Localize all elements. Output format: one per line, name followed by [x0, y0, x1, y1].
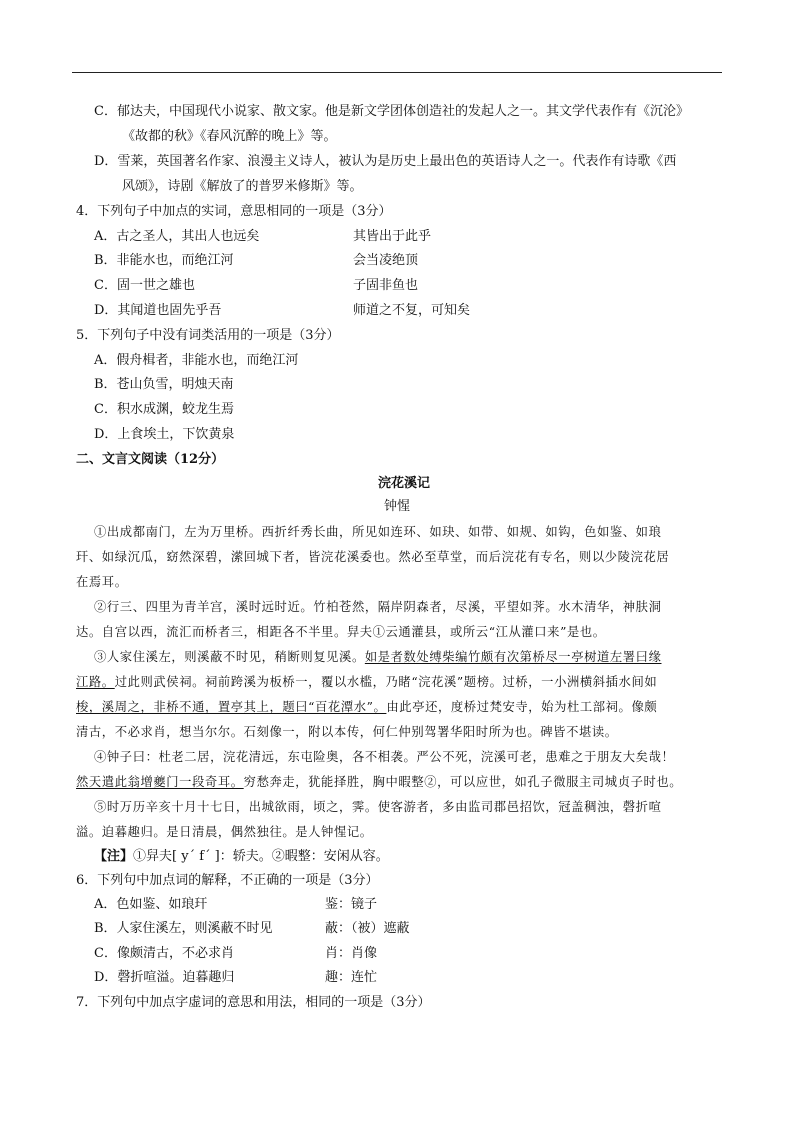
underlined-sentence-2: 梭，溪周之，非桥不通，置亭其上，题曰“百花潭水”。	[76, 700, 387, 714]
passage-p5-line2: 溢。迫暮趣归。是日清晨，偶然独往。是人钟惺记。	[76, 825, 373, 839]
q4-option-b-compare: 会当凌绝顶	[353, 253, 419, 268]
q4-option-a-compare: 其皆出于此乎	[353, 229, 432, 244]
q5-option-c: C．积水成渊，蛟龙生焉	[94, 402, 234, 417]
passage-p4-text: 穷愁奔走，犹能择胜，胸中暇整②，可以应世，如孔子微服主司城贞子时也。	[243, 775, 683, 789]
passage-p4-line2	[76, 774, 682, 790]
q3-option-d-line1: D．雪莱，英国著名作家、浪漫主义诗人，被认为是历史上最出色的英语诗人之一。代表作有诗歌《西	[94, 154, 677, 169]
q5-option-b: B．苍山负雪，明烛天南	[94, 377, 234, 392]
q5-option-d: D．上食埃土，下饮黄泉	[94, 427, 235, 442]
passage-p4-line1: ④钟子曰：杜老二居，浣花清远，东屯险奥，各不相袭。严公不死，浣溪可老，患难之于朋友大矣哉！	[94, 750, 675, 764]
q6-option-d-meaning: 趣：连忙	[325, 970, 378, 985]
passage-p5-line1: ⑤时万历辛亥十月十七日，出城欲雨，顷之，霁。使客游者，多由监司郡邑招饮，冠盖稠浊，磬折喧	[94, 800, 662, 814]
q4-option-c-compare: 子固非鱼也	[353, 278, 419, 293]
passage-note	[94, 849, 389, 865]
q3-option-d-line2: 风颂》，诗剧《解放了的普罗米修斯》等。	[122, 179, 363, 194]
passage-p3-line2	[76, 674, 657, 690]
header-rule	[72, 72, 722, 73]
passage-p3-line3	[76, 699, 657, 715]
q4-option-d-compare: 师道之不复，可知矣	[353, 303, 471, 318]
passage-p3-text: ③人家住溪左，则溪蔽不时见，稍断则复见溪。	[94, 650, 365, 664]
q6-option-a: A．色如鉴、如琅玕	[94, 897, 208, 912]
passage-p3-line4: 清古，不必求肖，想当尔尔。石刻像一，附以本传，何仁仲别驾署华阳时所为也。碑皆不堪读。	[76, 725, 618, 739]
q6-option-c: C．像颇清古，不必求肖	[94, 946, 234, 961]
q3-option-c-line1: C．郁达夫，中国现代小说家、散文家。他是新文学团体创造社的发起人之一。其文学代表作有《沉沦》	[94, 104, 689, 119]
underlined-sentence-1-end: 江路。	[76, 675, 115, 689]
passage-author: 钟惺	[384, 499, 411, 514]
note-text: ①舁夫[ yˊ fˊ ]：轿夫。②暇整：安闲从容。	[133, 849, 389, 864]
q4-option-b: B．非能水也，而绝江河	[94, 253, 234, 268]
q5-stem: 5．下列句子中没有词类活用的一项是（3分）	[76, 328, 340, 343]
passage-p3-line1	[94, 649, 661, 665]
passage-p1-line3: 在焉耳。	[76, 575, 128, 589]
passage-p2-line2: 达。自宫以西，流汇而桥者三，相距各不半里。舁夫①云通灌县，或所云“江从灌口来”是也。	[76, 625, 606, 639]
passage-p2-line1: ②行三、四里为青羊宫，溪时远时近。竹柏苍然，隔岸阴森者，尽溪，平望如荠。水木清华，神肤洞	[94, 600, 662, 614]
passage-p3-text: 过此则武侯祠。祠前跨溪为板桥一，覆以水槛，乃睹“浣花溪”题榜。过桥，一小洲横斜插水间如	[114, 675, 658, 689]
q6-option-d: D．磬折喧溢。迫暮趣归	[94, 970, 235, 985]
q6-stem: 6．下列句中加点词的解释，不正确的一项是（3分）	[76, 873, 379, 888]
passage-p3-text: 由此亭还，度桥过梵安寺，始为杜工部祠。像颇	[386, 700, 658, 714]
q4-option-d: D．其闻道也固先乎吾	[94, 303, 222, 318]
q6-option-b: B．人家住溪左，则溪蔽不时见	[94, 921, 273, 936]
note-label: 【注】	[94, 849, 134, 864]
q6-option-a-meaning: 鉴：镜子	[325, 897, 378, 912]
q6-option-c-meaning: 肖：肖像	[325, 946, 378, 961]
q3-option-c-line2: 《故都的秋》《春风沉醉的晚上》等。	[122, 129, 337, 144]
q6-option-b-meaning: 蔽：（被）遮蔽	[325, 921, 410, 936]
q4-stem: 4．下列句子中加点的实词，意思相同的一项是（3分）	[76, 204, 392, 219]
q4-option-a: A．古之圣人，其出人也远矣	[94, 229, 260, 244]
q7-stem: 7．下列句中加点字虚词的意思和用法，相同的一项是（3分）	[76, 995, 431, 1010]
section-heading: 二、文言文阅读（12分）	[76, 452, 225, 467]
passage-p1-line2: 玕、如绿沉瓜，窈然深碧，潆回城下者，皆浣花溪委也。然必至草堂，而后浣花有专名，则以少陵浣花居	[76, 550, 670, 564]
q4-option-c: C．固一世之雄也	[94, 278, 195, 293]
underlined-sentence-1: 如是者数处缚柴编竹颇有次第桥尽一亭树道左署曰缘	[364, 650, 662, 664]
passage-title: 浣花溪记	[378, 476, 431, 491]
passage-p1-line1: ①出成都南门，左为万里桥。西折纤秀长曲，所见如连环、如玦、如带、如规、如钩，色如鉴、如琅	[94, 525, 662, 539]
underlined-sentence-3: 然天遣此翁增夔门一段奇耳。	[76, 775, 244, 789]
q5-option-a: A．假舟楫者，非能水也，而绝江河	[94, 353, 299, 368]
